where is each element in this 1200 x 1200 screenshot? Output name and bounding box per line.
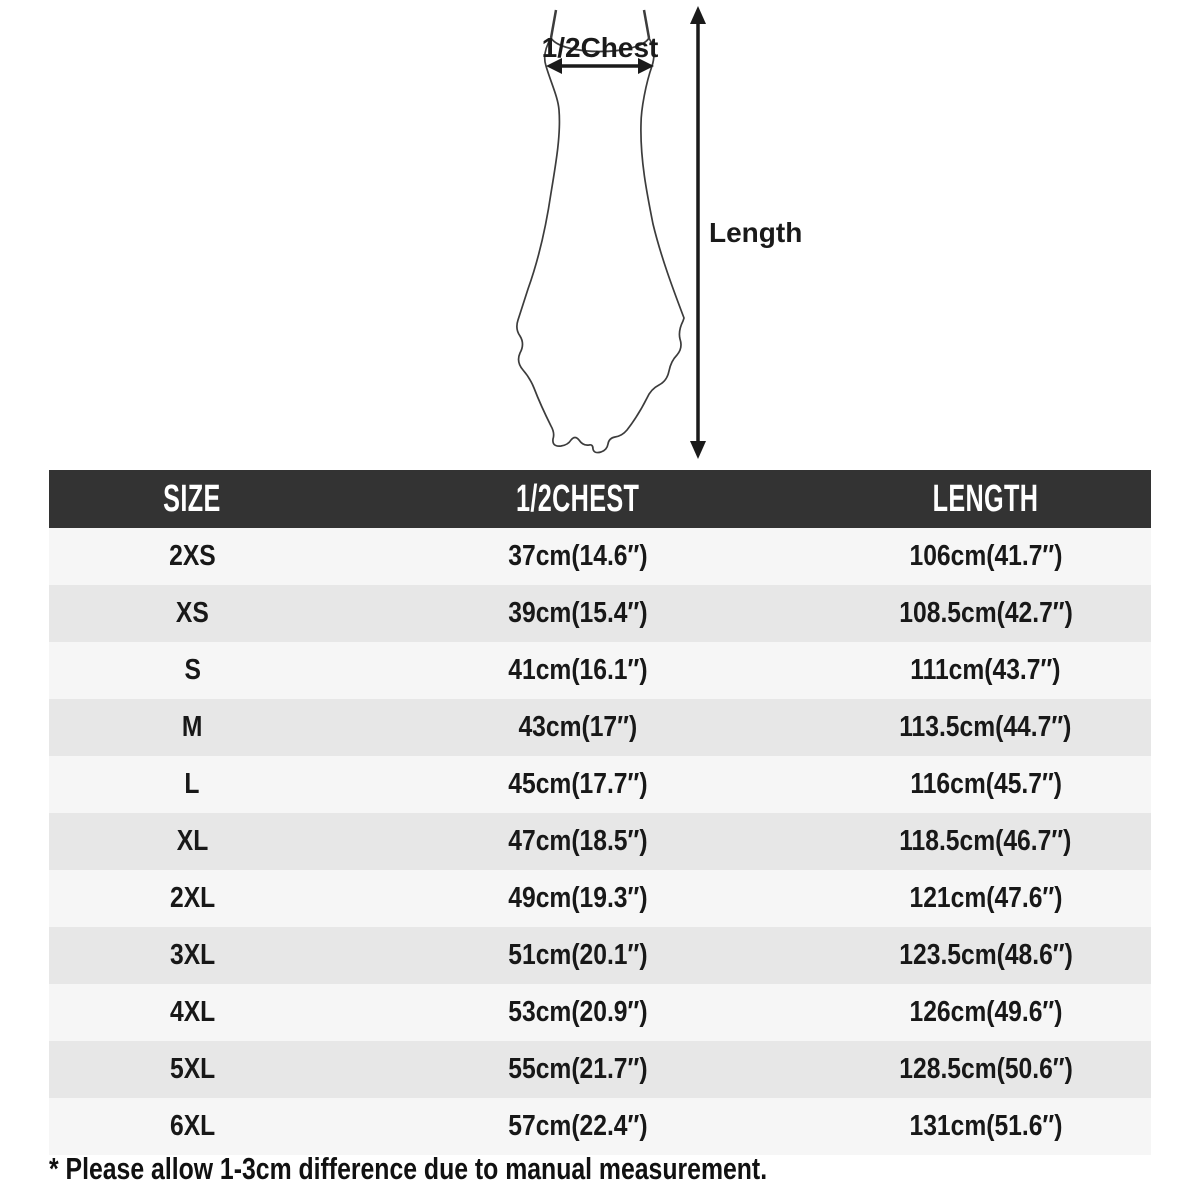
length-cell: 106cm(41.7″) — [909, 540, 1063, 572]
size-cell: 5XL — [169, 1053, 215, 1085]
size-cell: S — [184, 654, 201, 686]
header-cell-size — [49, 470, 336, 528]
size-cell: 4XL — [169, 996, 215, 1028]
chest-cell: 51cm(20.1″) — [508, 939, 648, 971]
chest-cell: 47cm(18.5″) — [508, 825, 648, 857]
chest-cell: 39cm(15.4″) — [508, 597, 648, 629]
table-header-row — [49, 470, 1151, 528]
size-cell: 2XL — [169, 882, 215, 914]
dress-outline — [517, 38, 684, 453]
length-cell: 108.5cm(42.7″) — [898, 597, 1073, 629]
size-cell: 3XL — [169, 939, 215, 971]
chest-cell: 55cm(21.7″) — [508, 1053, 648, 1085]
length-cell: 116cm(45.7″) — [909, 768, 1062, 800]
length-cell: 121cm(47.6″) — [909, 882, 1063, 914]
table-row — [49, 528, 1151, 585]
chest-cell: 37cm(14.6″) — [508, 540, 648, 572]
length-cell: 111cm(43.7″) — [910, 654, 1061, 686]
table-row — [49, 585, 1151, 642]
table-row — [49, 927, 1151, 984]
chest-cell: 41cm(16.1″) — [508, 654, 648, 686]
length-cell: 131cm(51.6″) — [909, 1110, 1063, 1142]
table-row — [49, 984, 1151, 1041]
header-chest-label: 1/2CHEST — [516, 477, 640, 520]
chest-cell: 53cm(20.9″) — [508, 996, 648, 1028]
length-arrow — [690, 6, 706, 459]
chest-cell: 43cm(17″) — [518, 711, 638, 743]
header-length-label: LENGTH — [932, 477, 1039, 520]
length-cell: 113.5cm(44.7″) — [899, 711, 1072, 743]
length-cell: 123.5cm(48.6″) — [898, 939, 1073, 971]
table-row — [49, 870, 1151, 927]
size-chart-table — [49, 470, 1151, 1155]
length-cell: 128.5cm(50.6″) — [898, 1053, 1073, 1085]
table-row — [49, 1041, 1151, 1098]
header-cell-chest — [336, 470, 821, 528]
chest-cell: 49cm(19.3″) — [508, 882, 648, 914]
table-row — [49, 699, 1151, 756]
size-cell: L — [184, 768, 200, 800]
chest-measure-label: 1/2Chest — [541, 32, 659, 63]
header-size-label: SIZE — [163, 477, 221, 520]
size-cell: XS — [175, 597, 209, 629]
table-row — [49, 756, 1151, 813]
measurement-note — [49, 1151, 1151, 1187]
measurement-note-text: * Please allow 1-3cm difference due to manual measurement. — [49, 1151, 768, 1186]
chest-cell: 57cm(22.4″) — [508, 1110, 648, 1142]
size-cell: XL — [176, 825, 209, 857]
size-cell: M — [181, 711, 203, 743]
table-row — [49, 813, 1151, 870]
length-cell: 126cm(49.6″) — [909, 996, 1063, 1028]
length-cell: 118.5cm(46.7″) — [899, 825, 1072, 857]
chest-cell: 45cm(17.7″) — [508, 768, 648, 800]
table-row — [49, 1098, 1151, 1155]
table-row — [49, 642, 1151, 699]
dress-diagram — [0, 0, 1200, 466]
size-cell: 2XS — [168, 540, 216, 572]
size-cell: 6XL — [169, 1110, 215, 1142]
length-measure-label: Length — [709, 217, 803, 248]
header-cell-length — [820, 470, 1151, 528]
